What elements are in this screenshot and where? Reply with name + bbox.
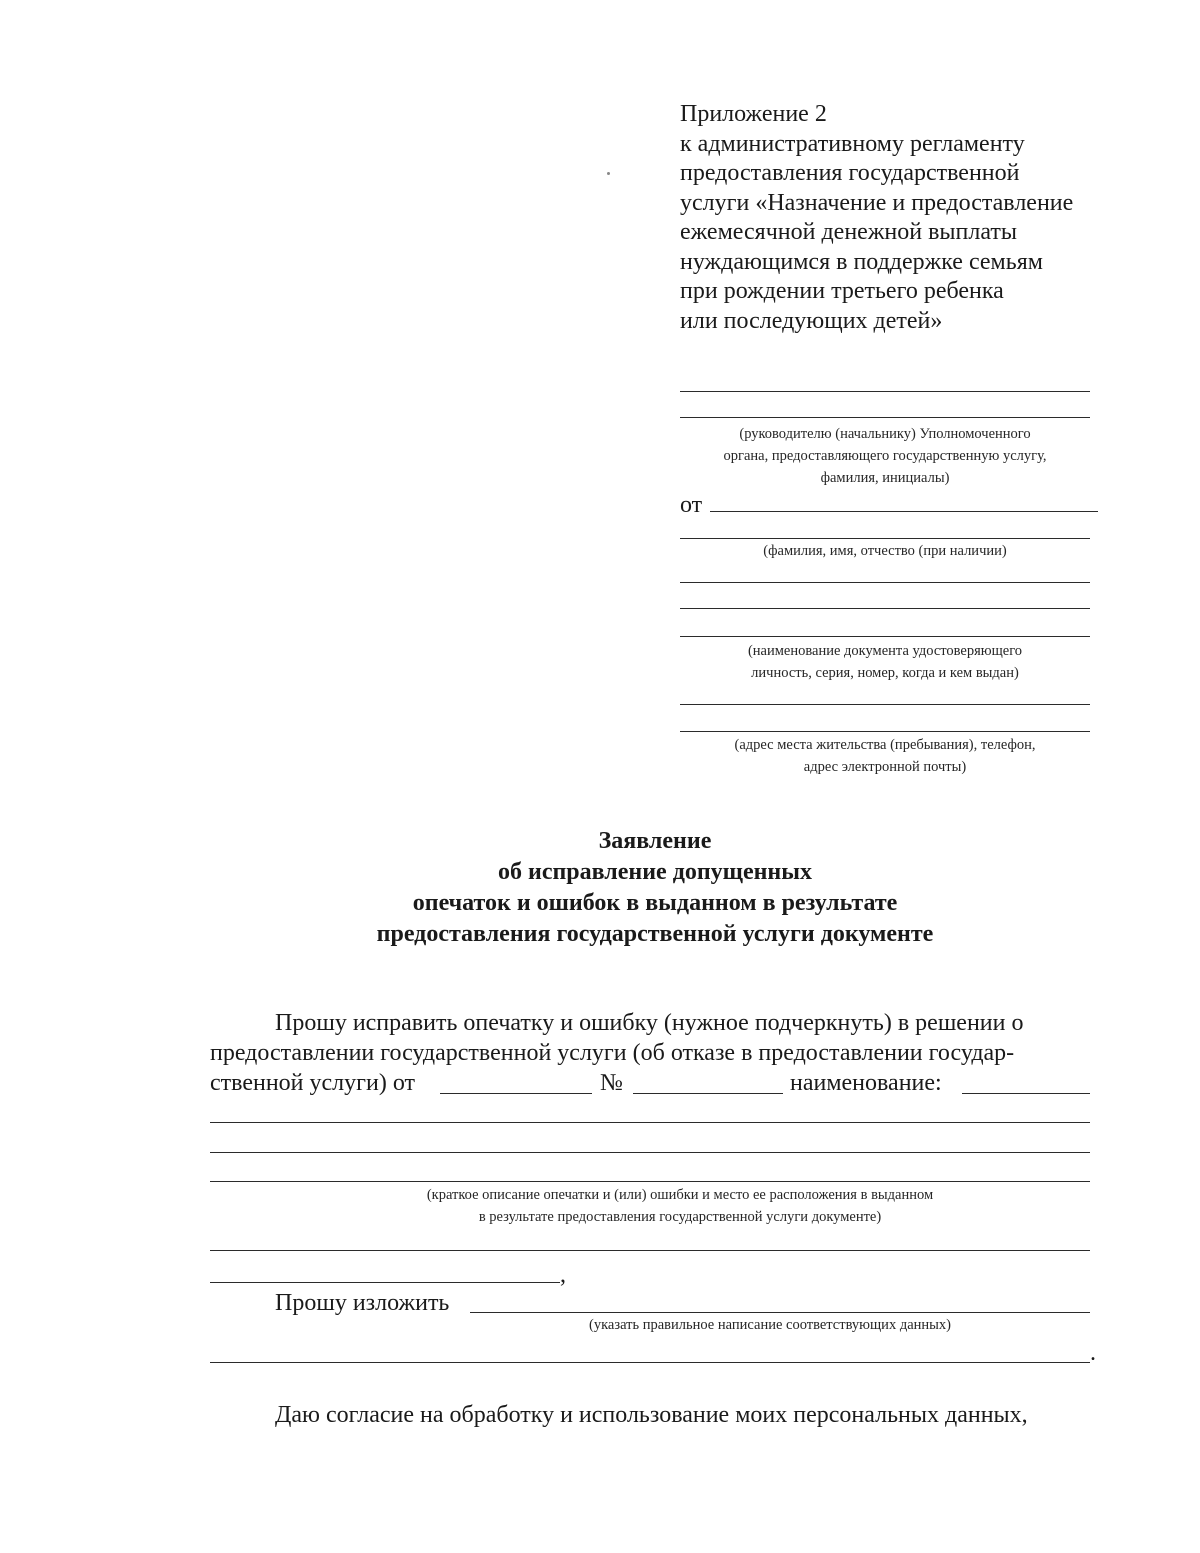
- caption-line: в результате предоставления государственной услуги документе): [478, 1209, 882, 1225]
- appendix-line: при рождении третьего ребенка: [680, 278, 1004, 304]
- document-caption: [665, 640, 1105, 684]
- recipient-field-line-2[interactable]: [680, 417, 1090, 418]
- caption-line: (наименование документа удостоверяющего: [747, 643, 1023, 659]
- end-comma: ,: [560, 1262, 566, 1288]
- appendix-line: Приложение 2: [680, 101, 827, 127]
- decision-number-field[interactable]: [633, 1093, 783, 1094]
- appendix-line: ежемесячной денежной выплаты: [680, 219, 1018, 245]
- appendix-line: услуги «Назначение и предоставление: [680, 189, 1074, 216]
- request-text-line-3: ственной услуги) от: [210, 1070, 415, 1096]
- caption-line: (адрес места жительства (пребывания), телефон,: [734, 737, 1036, 753]
- end-period: .: [1090, 1340, 1096, 1366]
- caption-line: (краткое описание опечатки и (или) ошибки и место ее расположения в выданном: [426, 1187, 934, 1203]
- appendix-line: или последующих детей»: [680, 307, 943, 334]
- typo-description-line-4[interactable]: [210, 1250, 1090, 1251]
- name-field-line[interactable]: [680, 538, 1090, 539]
- document-field-line-2[interactable]: [680, 608, 1090, 609]
- appendix-line: к административному регламенту: [680, 130, 1025, 157]
- document-title: [0, 826, 1200, 950]
- caption-line: личность, серия, номер, когда и кем выдан): [751, 665, 1019, 681]
- name-caption: (фамилия, имя, отчество (при наличии): [763, 543, 1007, 559]
- appendix-line: предоставления государственной: [680, 160, 1020, 186]
- request-label: Прошу изложить: [275, 1290, 450, 1316]
- correct-data-field[interactable]: [470, 1312, 1090, 1313]
- consent-text: Даю согласие на обработку и использование моих персональных данных,: [275, 1402, 1028, 1428]
- correct-data-line-2[interactable]: [210, 1362, 1090, 1363]
- typo-caption: [310, 1184, 1050, 1228]
- from-field-line[interactable]: [710, 511, 1098, 512]
- appendix-header: [680, 100, 1180, 336]
- address-field-line-1[interactable]: [680, 704, 1090, 705]
- title-line: об исправление допущенных: [497, 859, 812, 885]
- request-text-line-1: Прошу исправить опечатку и ошибку (нужное подчеркнуть) в решении о: [275, 1010, 1024, 1036]
- address-caption: [665, 734, 1105, 778]
- document-field-line-3[interactable]: [680, 636, 1090, 637]
- name-label: наименование:: [790, 1070, 942, 1096]
- typo-description-line-1[interactable]: [210, 1122, 1090, 1123]
- typo-description-line-3[interactable]: [210, 1181, 1090, 1182]
- decision-date-field[interactable]: [440, 1093, 592, 1094]
- request-text-line-2: предоставлении государственной услуги (об отказе в предоставлении государ-: [210, 1040, 1015, 1066]
- correct-data-caption: (указать правильное написание соответствующих данных): [589, 1317, 951, 1333]
- typo-description-line-2[interactable]: [210, 1152, 1090, 1153]
- address-field-line-2[interactable]: [680, 731, 1090, 732]
- recipient-field-line-1[interactable]: [680, 391, 1090, 392]
- caption-line: адрес электронной почты): [803, 759, 967, 775]
- title-line: опечаток и ошибок в выданном в результате: [412, 890, 898, 916]
- typo-description-line-5[interactable]: [210, 1282, 560, 1283]
- caption-line: (руководителю (начальнику) Уполномоченного: [739, 426, 1031, 442]
- document-field-line-1[interactable]: [680, 582, 1090, 583]
- recipient-caption: [665, 423, 1105, 489]
- title-line: предоставления государственной услуги документе: [376, 921, 934, 947]
- caption-line: органа, предоставляющего государственную услугу,: [723, 448, 1047, 464]
- decision-name-field[interactable]: [962, 1093, 1090, 1094]
- from-label: от: [680, 492, 703, 518]
- number-sign: №: [600, 1070, 623, 1096]
- title-line: Заявление: [598, 828, 712, 854]
- scan-speck: [607, 172, 610, 175]
- caption-line: фамилия, инициалы): [820, 470, 950, 486]
- appendix-line: нуждающимся в поддержке семьям: [680, 248, 1043, 275]
